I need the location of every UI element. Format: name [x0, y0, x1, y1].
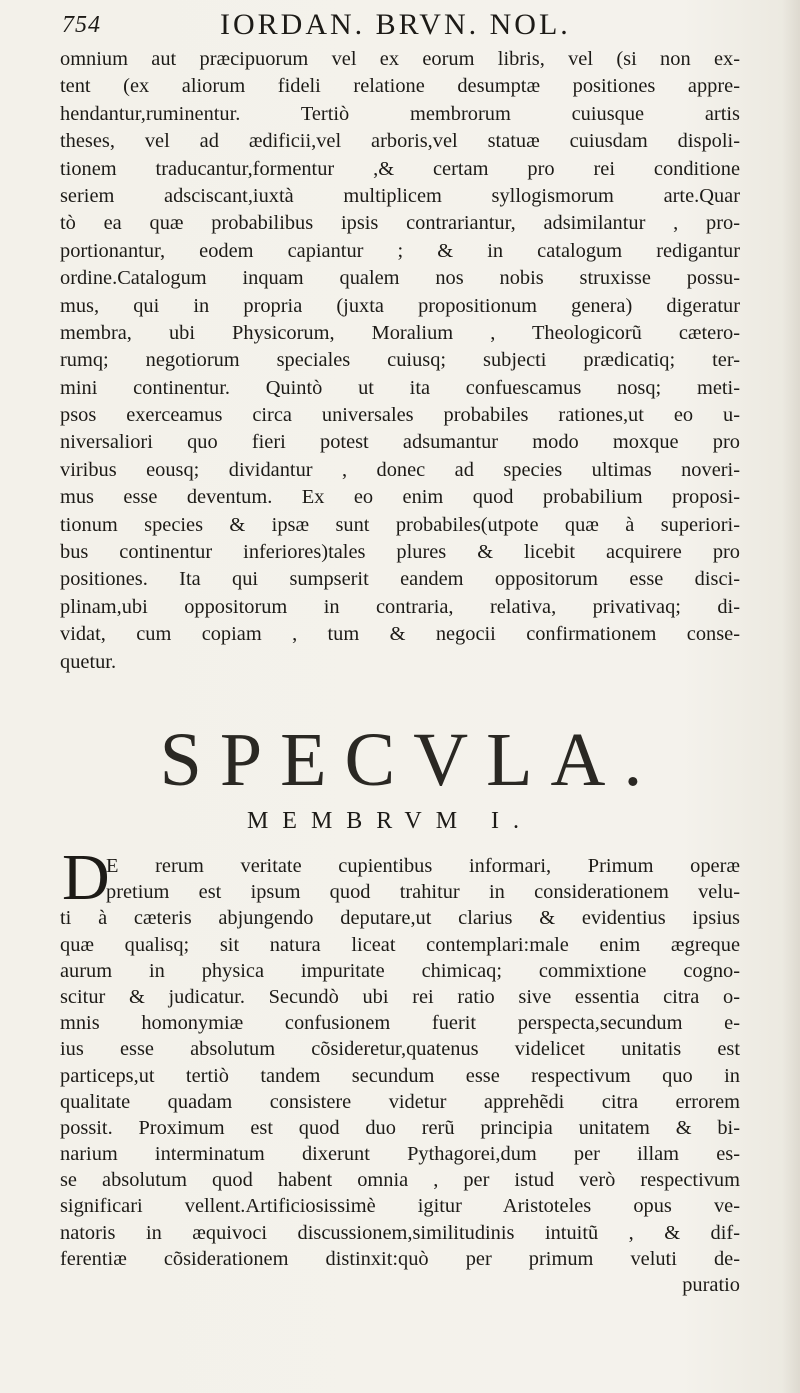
text-line: seriem adsciscant,iuxtà multiplicem syllogismorum arte.Quar: [60, 184, 740, 207]
paragraph-1: [60, 46, 740, 676]
text-line: membra, ubi Physicorum, Moralium , Theologicorũ cætero-: [60, 321, 740, 344]
text-line: mnis homonymiæ confusionem fuerit perspecta,secundum e-: [60, 1012, 740, 1035]
text-line: mini continentur. Quintò ut ita confuescamus nosq; meti-: [60, 376, 740, 399]
text-line: mus, qui in propria (juxta propositionum genera) digeratur: [60, 294, 740, 317]
section-title: SPECVLA.: [159, 718, 661, 802]
member-heading: MEMBRVM I.: [246, 808, 534, 834]
text-line: mus esse deventum. Ex eo enim quod probabilium proposi-: [60, 486, 740, 509]
text-line: significari vellent.Artificiosissimè igitur Aristoteles opus ve-: [60, 1195, 740, 1218]
text-line: ordine.Catalogum inquam qualem nos nobis struxisse possu-: [60, 267, 740, 290]
text-line: positiones. Ita qui sumpserit eandem oppositorum esse disci-: [60, 568, 740, 591]
text-line: qualitate quadam consistere videtur apprehẽdi citra errorem: [60, 1090, 740, 1113]
text-line: omnium aut præcipuorum vel ex eorum libris, vel (si non ex-: [60, 48, 740, 70]
catchword: puratio: [682, 1274, 740, 1296]
page-header: [60, 8, 740, 44]
text-line: vidat, cum copiam , tum & negocii confirmationem conse-: [60, 623, 740, 646]
text-line: pretium est ipsum quod trahitur in considerationem velu-: [106, 881, 740, 904]
paragraph-2: [60, 853, 740, 1298]
drop-cap: D: [62, 841, 110, 914]
text-line: theses, vel ad ædificii,vel arboris,vel statuæ cuiusdam dispoli-: [60, 130, 740, 153]
text-line: ferentiæ cõsiderationem distinxit:quò per primum veluti de-: [60, 1247, 740, 1270]
text-line: tionem traducantur,formentur ,& certam pro rei conditione: [60, 157, 740, 180]
text-line: plinam,ubi oppositorum in contraria, relativa, privativaq; di-: [60, 595, 740, 618]
text-line: scitur & judicatur. Secundò ubi rei ratio sive essentia citra o-: [60, 985, 740, 1008]
text-line: portionantur, eodem capiantur ; & in catalogum redigantur: [60, 239, 740, 262]
text-line: viribus eousq; dividantur , donec ad species ultimas noveri-: [60, 458, 740, 481]
text-line: tò ea quæ probabilibus ipsis contrariantur, adsimilantur , pro-: [60, 212, 740, 235]
text-line: psos exerceamus circa universales probabiles rationes,ut eo u-: [60, 404, 740, 427]
text-line: tent (ex aliorum fideli relatione desumptæ positiones appre-: [60, 75, 740, 98]
page-gutter-shadow: [782, 0, 800, 1393]
text-line: quetur.: [60, 650, 117, 673]
text-line: ti à cæteris abjungendo deputare,ut clarius & evidentius ipsius: [60, 907, 740, 930]
text-line: possit. Proximum est quod duo rerũ principia unitatem & bi-: [60, 1116, 740, 1139]
text-line: quæ qualisq; sit natura liceat contemplari:male enim ægreque: [60, 933, 740, 956]
text-line: se absolutum quod habent omnia , per istud verò respectivum: [60, 1169, 740, 1192]
text-line: tionum species & ipsæ sunt probabiles(utpote quæ à superiori-: [60, 513, 740, 536]
text-line: aurum in physica impuritate chimicaq; commixtione cogno-: [60, 959, 740, 982]
page-number: 754: [62, 12, 101, 38]
text-line: narium interminatum dixerunt Pythagorei,dum per illam es-: [60, 1143, 740, 1166]
text-line: hendantur,ruminentur. Tertiò membrorum cuiusque artis: [60, 102, 740, 125]
text-line: niversaliori quo fieri potest adsumantur modo moxque pro: [60, 431, 740, 454]
text-line: particeps,ut tertiò tandem secundum esse respectivum quo in: [60, 1064, 740, 1087]
text-line: rumq; negotiorum speciales cuiusq; subjecti prædicatiq; ter-: [60, 349, 740, 372]
text-line: natoris in æquivoci discussionem,similitudinis intuitũ , & dif-: [60, 1221, 740, 1244]
text-line: ius esse absolutum cõsideretur,quatenus videlicet unitatis est: [60, 1038, 740, 1061]
running-head: IORDAN. BRVN. NOL.: [220, 8, 571, 41]
text-line: E rerum veritate cupientibus informari, Primum operæ: [106, 855, 740, 877]
text-line: bus continentur inferiores)tales plures & licebit acquirere pro: [60, 541, 740, 564]
